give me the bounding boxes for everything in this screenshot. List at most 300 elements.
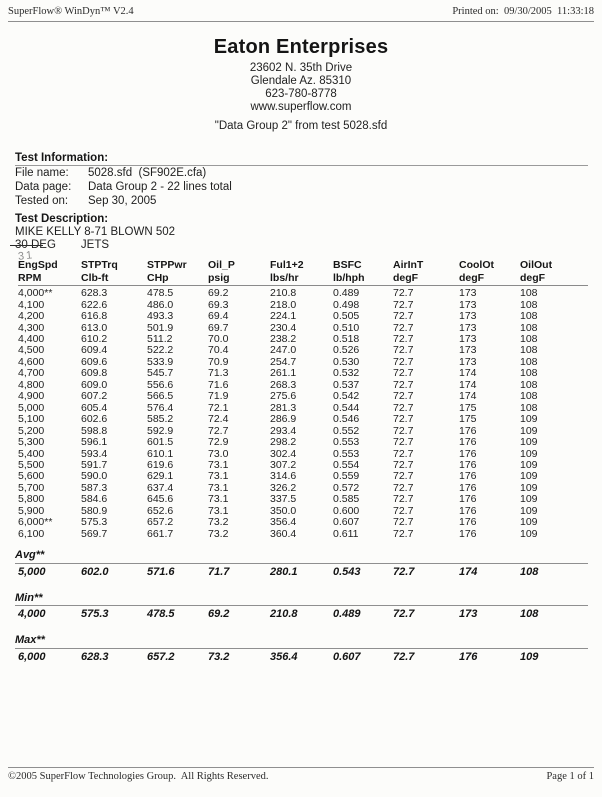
- cell: 108: [520, 367, 538, 380]
- cell: 637.4: [147, 481, 174, 494]
- cell: 73.2: [208, 527, 229, 540]
- cell: 72.7: [393, 321, 414, 334]
- cell: 72.7: [393, 298, 414, 311]
- table-body: [18, 286, 588, 540]
- summary-avg-heading: Avg**: [15, 549, 588, 564]
- column-header: Ful1+2: [270, 259, 304, 271]
- cell: 0.572: [333, 481, 360, 494]
- cell: 571.6: [147, 565, 175, 578]
- cell: 5,000: [18, 401, 45, 414]
- cell: 72.7: [393, 650, 415, 663]
- kv-value: 5028.sfd (SF902E.cfa): [88, 167, 207, 179]
- cell: 281.3: [270, 401, 297, 414]
- column-name-row: [18, 259, 588, 272]
- cell: 73.1: [208, 470, 229, 483]
- description-line2: [15, 239, 588, 252]
- summary-max-heading: Max**: [15, 634, 588, 649]
- cell: 0.526: [333, 344, 360, 357]
- section-test-description: [15, 213, 588, 263]
- cell: 173: [459, 298, 477, 311]
- cell: 72.9: [208, 436, 229, 449]
- cell: 4,100: [18, 298, 45, 311]
- cell: 5,400: [18, 447, 45, 460]
- cell: 173: [459, 287, 477, 300]
- cell: 501.9: [147, 321, 174, 334]
- cell: 607.2: [81, 390, 108, 403]
- cell: 73.1: [208, 481, 229, 494]
- kv-label: Data page:: [15, 181, 72, 194]
- cell: 72.7: [393, 333, 414, 345]
- description-line1: MIKE KELLY 8-71 BLOWN 502: [15, 226, 176, 238]
- cell: 0.607: [333, 516, 360, 529]
- table-row: [18, 286, 588, 300]
- cell: 602.0: [81, 565, 109, 578]
- page-subtitle: "Data Group 2" from test 5028.sfd: [214, 120, 388, 132]
- cell: 576.4: [147, 401, 174, 414]
- cell: 72.7: [393, 504, 414, 517]
- cell: 108: [520, 355, 538, 368]
- cell: 6,000: [18, 650, 46, 663]
- table-header: [18, 259, 588, 286]
- column-header: lbs/hr: [270, 272, 333, 286]
- cell: 556.6: [147, 378, 174, 391]
- cell: 0.537: [333, 378, 360, 391]
- cell: 4,700: [18, 367, 45, 380]
- cell: 5,100: [18, 413, 45, 426]
- cell: 566.5: [147, 390, 174, 403]
- app-version-label: SuperFlow® WinDyn™ V2.4: [8, 6, 134, 17]
- cell: 109: [520, 516, 538, 529]
- cell: 4,000**: [18, 287, 53, 300]
- cell: 238.2: [270, 333, 297, 345]
- cell: 511.2: [147, 333, 173, 345]
- kv-value: Data Group 2 - 22 lines total: [88, 181, 232, 194]
- footer-copyright: ©2005 SuperFlow Technologies Group. All Rights Reserved.: [8, 771, 269, 782]
- column-header: CHp: [147, 272, 208, 286]
- cell: 661.7: [147, 527, 174, 540]
- cell: 302.4: [270, 447, 297, 460]
- cell: 72.7: [393, 413, 414, 426]
- cell: 5,700: [18, 481, 45, 494]
- cell: 0.489: [333, 608, 361, 621]
- cell: 108: [520, 401, 538, 414]
- printed-on-label: Printed on: 09/30/2005 11:33:18: [452, 6, 594, 17]
- cell: 610.1: [147, 447, 174, 460]
- cell: 109: [520, 493, 538, 506]
- table-row: [18, 391, 588, 402]
- cell: 261.1: [270, 367, 297, 380]
- cell: 657.2: [147, 650, 175, 663]
- print-footer: [8, 767, 594, 782]
- cell: 254.7: [270, 355, 297, 368]
- cell: 71.6: [208, 378, 229, 391]
- summary-max-table: [18, 649, 588, 664]
- cell: 176: [459, 447, 477, 460]
- company-name: Eaton Enterprises: [213, 36, 389, 58]
- cell: 0.544: [333, 401, 360, 414]
- cell: 314.6: [270, 470, 297, 483]
- struck-text: 30: [15, 239, 28, 251]
- table-row: [18, 311, 588, 322]
- summary-max-block: [15, 634, 588, 664]
- cell: 71.7: [208, 565, 230, 578]
- cell: 657.2: [147, 516, 174, 529]
- cell: 218.0: [270, 298, 297, 311]
- cell: 72.7: [393, 436, 414, 449]
- summary-min-table: [18, 606, 588, 621]
- column-unit-row: [18, 272, 588, 286]
- cell: 72.4: [208, 413, 229, 426]
- cell: 69.2: [208, 287, 229, 300]
- cell: 173: [459, 333, 477, 345]
- column-header: STPTrq: [81, 259, 118, 271]
- cell: 0.611: [333, 527, 359, 540]
- table-row: [18, 437, 588, 448]
- cell: 522.2: [147, 344, 174, 357]
- cell: 5,300: [18, 436, 45, 449]
- cell: 174: [459, 367, 477, 380]
- cell: 72.7: [393, 470, 414, 483]
- column-header: degF: [393, 272, 459, 286]
- cell: 307.2: [270, 458, 297, 471]
- description-line2-rest: DEG: [27, 239, 56, 251]
- cell: 0.552: [333, 424, 360, 437]
- cell: 493.3: [147, 310, 174, 323]
- cell: 108: [520, 390, 538, 403]
- cell: 0.543: [333, 565, 361, 578]
- cell: 601.5: [147, 436, 174, 449]
- cell: 70.9: [208, 355, 229, 368]
- cell: 173: [459, 355, 477, 368]
- cell: 109: [520, 504, 538, 517]
- cell: 176: [459, 493, 477, 506]
- cell: 72.7: [393, 390, 414, 403]
- cell: 69.7: [208, 321, 229, 334]
- cell: 4,500: [18, 344, 45, 357]
- cell: 298.2: [270, 436, 297, 449]
- cell: 5,200: [18, 424, 45, 437]
- column-header: STPPwr: [147, 259, 187, 271]
- cell: 73.1: [208, 458, 229, 471]
- cell: 286.9: [270, 413, 297, 426]
- cell: 609.4: [81, 344, 108, 357]
- cell: 176: [459, 504, 477, 517]
- info-row-filename: [15, 167, 588, 180]
- company-address-line1: 23602 N. 35th Drive: [249, 62, 353, 74]
- cell: 0.542: [333, 390, 360, 403]
- column-header: OilOut: [520, 259, 553, 271]
- cell: 6,100: [18, 527, 45, 540]
- cell: 0.553: [333, 436, 360, 449]
- cell: 0.600: [333, 504, 360, 517]
- cell: 108: [520, 344, 538, 357]
- handwritten-note: 31: [17, 249, 35, 263]
- cell: 602.6: [81, 413, 108, 426]
- cell: 478.5: [147, 287, 174, 300]
- cell: 72.7: [393, 608, 415, 621]
- cell: 175: [459, 401, 477, 414]
- test-information-heading: Test Information:: [15, 152, 588, 166]
- cell: 173: [459, 608, 478, 621]
- summary-avg-table: [18, 564, 588, 579]
- cell: 72.1: [208, 401, 229, 414]
- cell: 72.7: [393, 424, 414, 437]
- jets-text: JETS: [80, 239, 110, 251]
- company-block: [0, 36, 602, 114]
- cell: 176: [459, 650, 478, 663]
- cell: 69.3: [208, 298, 229, 311]
- cell: 605.4: [81, 401, 108, 414]
- column-header: Clb-ft: [81, 272, 147, 286]
- cell: 616.8: [81, 310, 108, 323]
- cell: 0.489: [333, 287, 360, 300]
- cell: 109: [520, 470, 538, 483]
- cell: 173: [459, 321, 477, 334]
- cell: 73.2: [208, 516, 229, 529]
- cell: 4,800: [18, 378, 45, 391]
- cell: 592.9: [147, 424, 174, 437]
- cell: 0.607: [333, 650, 361, 663]
- cell: 4,200: [18, 310, 45, 323]
- cell: 176: [459, 527, 477, 540]
- cell: 5,900: [18, 504, 45, 517]
- cell: 5,000: [18, 565, 46, 578]
- cell: 72.7: [393, 565, 415, 578]
- cell: 609.0: [81, 378, 108, 391]
- cell: 72.7: [393, 401, 414, 414]
- cell: 71.3: [208, 367, 229, 380]
- cell: 72.7: [393, 367, 414, 380]
- cell: 176: [459, 436, 477, 449]
- column-header: degF: [520, 272, 588, 286]
- cell: 72.7: [393, 310, 414, 323]
- cell: 224.1: [270, 310, 297, 323]
- cell: 73.2: [208, 650, 230, 663]
- cell: 0.546: [333, 413, 360, 426]
- cell: 0.530: [333, 355, 360, 368]
- cell: 0.554: [333, 458, 360, 471]
- cell: 72.7: [393, 447, 414, 460]
- cell: 0.510: [333, 321, 360, 334]
- summary-row: [18, 564, 588, 579]
- summary-min-block: [15, 592, 588, 622]
- summary-min-heading: Min**: [15, 592, 588, 607]
- cell: 5,800: [18, 493, 45, 506]
- cell: 609.8: [81, 367, 108, 380]
- cell: 350.0: [270, 504, 297, 517]
- table-row: [18, 414, 588, 425]
- cell: 569.7: [81, 527, 108, 540]
- summary-avg-block: [15, 549, 588, 579]
- column-header: BSFC: [333, 259, 362, 271]
- cell: 596.1: [81, 436, 108, 449]
- cell: 69.4: [208, 310, 229, 323]
- cell: 585.2: [147, 413, 174, 426]
- cell: 591.7: [81, 458, 108, 471]
- cell: 545.7: [147, 367, 174, 380]
- cell: 0.518: [333, 333, 360, 345]
- data-table-section: [15, 259, 588, 664]
- kv-label: File name:: [15, 167, 69, 179]
- cell: 0.532: [333, 367, 360, 380]
- cell: 645.6: [147, 493, 174, 506]
- cell: 72.7: [208, 424, 229, 437]
- cell: 109: [520, 650, 539, 663]
- cell: 73.0: [208, 447, 229, 460]
- cell: 622.6: [81, 298, 108, 311]
- cell: 71.9: [208, 390, 229, 403]
- company-address-line2: Glendale Az. 85310: [250, 75, 352, 87]
- cell: 4,000: [18, 608, 46, 621]
- cell: 108: [520, 310, 538, 323]
- cell: 5,500: [18, 458, 45, 471]
- cell: 109: [520, 481, 538, 494]
- column-header: Oil_P: [208, 259, 235, 271]
- cell: 69.2: [208, 608, 230, 621]
- cell: 176: [459, 424, 477, 437]
- cell: 4,600: [18, 355, 45, 368]
- cell: 360.4: [270, 527, 297, 540]
- footer-page-number: Page 1 of 1: [546, 771, 594, 782]
- column-header: EngSpd: [18, 259, 58, 271]
- cell: 109: [520, 413, 538, 426]
- cell: 109: [520, 436, 538, 449]
- cell: 72.7: [393, 287, 414, 300]
- cell: 598.8: [81, 424, 108, 437]
- cell: 173: [459, 310, 477, 323]
- cell: 610.2: [81, 333, 108, 345]
- cell: 108: [520, 608, 539, 621]
- cell: 174: [459, 390, 477, 403]
- cell: 72.7: [393, 344, 414, 357]
- company-phone: 623-780-8778: [265, 88, 337, 100]
- cell: 486.0: [147, 298, 174, 311]
- kv-value: Sep 30, 2005: [88, 195, 157, 208]
- cell: 230.4: [270, 321, 297, 334]
- cell: 0.505: [333, 310, 360, 323]
- company-website: www.superflow.com: [250, 101, 352, 113]
- cell: 72.7: [393, 458, 414, 471]
- cell: 613.0: [81, 321, 108, 334]
- cell: 73.1: [208, 504, 229, 517]
- kv-label: Tested on:: [15, 195, 69, 208]
- cell: 173: [459, 344, 477, 357]
- cell: 326.2: [270, 481, 297, 494]
- cell: 587.3: [81, 481, 108, 494]
- cell: 109: [520, 527, 538, 540]
- test-description-heading: Test Description:: [15, 213, 109, 225]
- cell: 210.8: [270, 608, 298, 621]
- column-header: degF: [459, 272, 520, 286]
- cell: 4,400: [18, 333, 45, 345]
- cell: 629.1: [147, 470, 174, 483]
- info-row-testedon: [15, 195, 588, 208]
- cell: 628.3: [81, 650, 109, 663]
- cell: 108: [520, 298, 538, 311]
- cell: 108: [520, 333, 538, 345]
- cell: 0.498: [333, 298, 360, 311]
- cell: 72.7: [393, 527, 414, 540]
- cell: 174: [459, 565, 478, 578]
- cell: 0.553: [333, 447, 360, 460]
- column-header: psig: [208, 272, 270, 286]
- column-header: lb/hph: [333, 272, 393, 286]
- print-header: [8, 6, 594, 22]
- cell: 4,900: [18, 390, 45, 403]
- cell: 72.7: [393, 355, 414, 368]
- cell: 108: [520, 565, 539, 578]
- summary-row: [18, 649, 588, 664]
- column-header: RPM: [18, 272, 81, 286]
- cell: 590.0: [81, 470, 108, 483]
- cell: 4,300: [18, 321, 45, 334]
- cell: 0.585: [333, 493, 360, 506]
- cell: 356.4: [270, 650, 298, 663]
- section-test-information: [15, 152, 588, 209]
- column-header: CoolOt: [459, 259, 494, 271]
- dyno-data-table: [18, 259, 588, 540]
- cell: 356.4: [270, 516, 297, 529]
- cell: 5,600: [18, 470, 45, 483]
- cell: 0.559: [333, 470, 360, 483]
- cell: 609.6: [81, 355, 108, 368]
- cell: 72.7: [393, 481, 414, 494]
- cell: 72.7: [393, 493, 414, 506]
- cell: 337.5: [270, 493, 297, 506]
- cell: 575.3: [81, 608, 109, 621]
- cell: 176: [459, 481, 477, 494]
- cell: 108: [520, 287, 538, 300]
- cell: 533.9: [147, 355, 174, 368]
- cell: 628.3: [81, 287, 108, 300]
- cell: 174: [459, 378, 477, 391]
- table-row: [18, 529, 588, 540]
- cell: 176: [459, 516, 477, 529]
- cell: 108: [520, 378, 538, 391]
- cell: 275.6: [270, 390, 297, 403]
- cell: 109: [520, 458, 538, 471]
- info-row-datapage: [15, 181, 588, 194]
- cell: 72.7: [393, 378, 414, 391]
- cell: 247.0: [270, 344, 297, 357]
- cell: 478.5: [147, 608, 175, 621]
- cell: 268.3: [270, 378, 297, 391]
- cell: 6,000**: [18, 516, 53, 529]
- cell: 619.6: [147, 458, 174, 471]
- cell: 109: [520, 447, 538, 460]
- cell: 70.0: [208, 333, 229, 345]
- cell: 72.7: [393, 516, 414, 529]
- table-row: [18, 517, 588, 528]
- column-header: AirInT: [393, 259, 424, 271]
- cell: 580.9: [81, 504, 108, 517]
- cell: 70.4: [208, 344, 229, 357]
- cell: 652.6: [147, 504, 174, 517]
- cell: 593.4: [81, 447, 108, 460]
- cell: 293.4: [270, 424, 297, 437]
- cell: 280.1: [270, 565, 298, 578]
- cell: 73.1: [208, 493, 229, 506]
- cell: 210.8: [270, 287, 297, 300]
- cell: 176: [459, 470, 477, 483]
- summary-row: [18, 606, 588, 621]
- cell: 108: [520, 321, 538, 334]
- cell: 109: [520, 424, 538, 437]
- cell: 575.3: [81, 516, 108, 529]
- cell: 584.6: [81, 493, 108, 506]
- cell: 175: [459, 413, 477, 426]
- cell: 176: [459, 458, 477, 471]
